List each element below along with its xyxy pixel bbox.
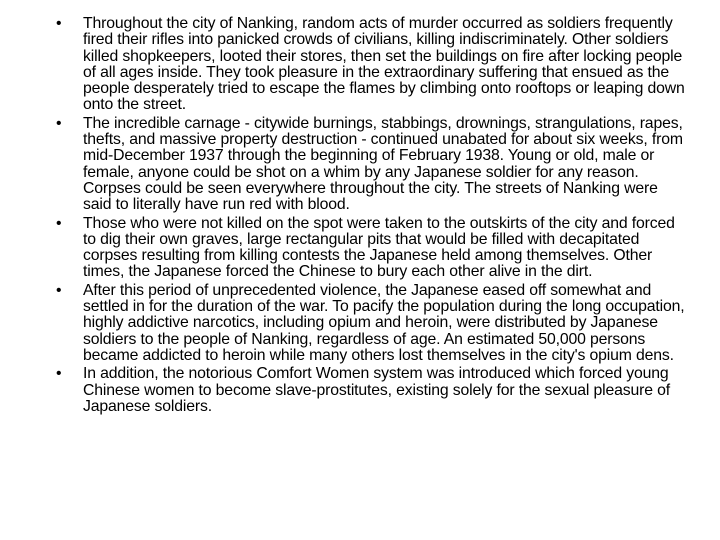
- bullet-item: [56, 366, 690, 415]
- bullet-item: [56, 116, 690, 214]
- bullet-list: [56, 16, 690, 417]
- bullet-item: [56, 16, 690, 114]
- bullet-text: After this period of unprecedented violence, the Japanese eased off somewhat and settled in for the duration of the war. To pacify the population during the long occupation, highly addictive narcotics, including opium and heroin, were distributed by Japanese soldiers to the people of Nanking, regardless of age. An estimated 50,000 persons became addicted to heroin while many others lost themselves in the city's opium dens.: [83, 281, 685, 364]
- bullet-text: Those who were not killed on the spot were taken to the outskirts of the city and forced to dig their own graves, large rectangular pits that would be filled with decapitated corpses resulting from killing contests the Japanese held among themselves. Other times, the Japanese forced the Chinese to bury each other alive in the dirt.: [83, 214, 675, 281]
- bullet-dot-icon: •: [56, 114, 62, 132]
- bullet-item: [56, 216, 690, 281]
- bullet-text: Throughout the city of Nanking, random acts of murder occurred as soldiers frequently fired their rifles into panicked crowds of civilians, killing indiscriminately. Other soldiers killed shopkeepers, looted their stores, then set the buildings on fire after locking people of all ages inside. They took pleasure in the extraordinary suffering that ensued as the people desperately tried to escape the flames by climbing onto rooftops or leaping down onto the street.: [83, 15, 685, 114]
- bullet-text: The incredible carnage - citywide burnings, stabbings, drownings, strangulations, rapes, thefts, and massive property destruction - continued unabated for about six weeks, from mid-December 1937 through the beginning of February 1938. Young or old, male or female, anyone could be shot on a whim by any Japanese soldier for any reason. Corpses could be seen everywhere throughout the city. The streets of Nanking were said to literally have run red with blood.: [83, 114, 683, 214]
- bullet-dot-icon: •: [56, 214, 62, 232]
- bullet-dot-icon: •: [56, 15, 62, 32]
- bullet-item: [56, 283, 690, 364]
- bullet-text: In addition, the notorious Comfort Women system was introduced which forced young Chinese women to become slave-prostitutes, existing solely for the sexual pleasure of Japanese soldiers.: [83, 365, 670, 415]
- bullet-dot-icon: •: [56, 365, 62, 383]
- bullet-dot-icon: •: [56, 281, 62, 299]
